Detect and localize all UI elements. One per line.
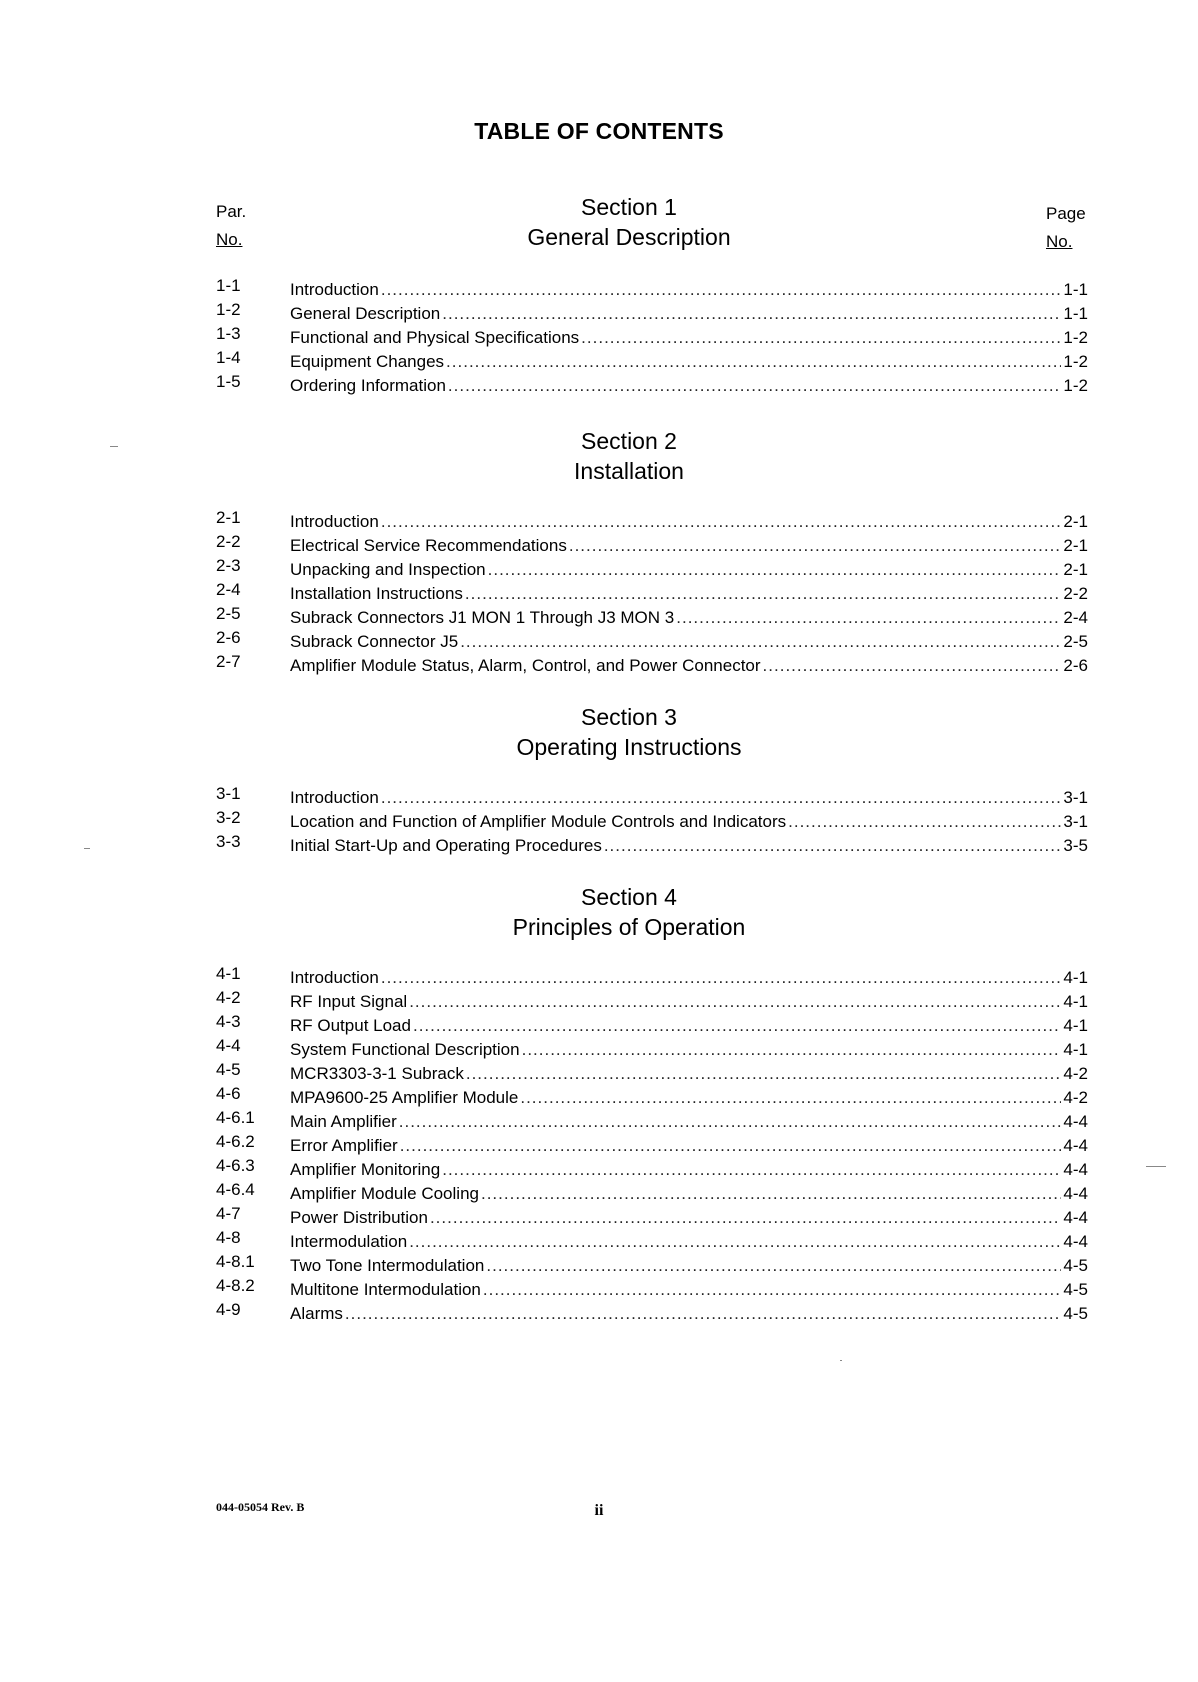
dot-leader bbox=[448, 374, 1062, 398]
entry-title: Initial Start-Up and Operating Procedures bbox=[290, 836, 602, 855]
toc-entry-line bbox=[290, 370, 1088, 398]
toc-entry bbox=[0, 1226, 1198, 1250]
dot-leader bbox=[604, 834, 1062, 858]
page-reference: 4-4 bbox=[1063, 1112, 1088, 1131]
entry-title: RF Output Load bbox=[290, 1016, 411, 1035]
entry-title: Main Amplifier bbox=[290, 1112, 397, 1131]
paragraph-number: 4-8 bbox=[216, 1228, 241, 1247]
entry-title: Ordering Information bbox=[290, 376, 446, 395]
entry-title: Subrack Connectors J1 MON 1 Through J3 MON 3 bbox=[290, 608, 675, 627]
paragraph-number: 4-6.2 bbox=[216, 1132, 255, 1151]
scan-speck bbox=[1146, 1166, 1166, 1167]
toc-entry-line bbox=[290, 1298, 1088, 1326]
page-reference: 2-1 bbox=[1063, 512, 1088, 531]
toc-entry bbox=[0, 1298, 1198, 1322]
toc-entry bbox=[0, 1082, 1198, 1106]
toc-entry bbox=[0, 602, 1198, 626]
page-reference: 2-6 bbox=[1063, 656, 1088, 675]
toc-entry bbox=[0, 1154, 1198, 1178]
toc-entry-list bbox=[0, 782, 1198, 854]
paragraph-number: 1-5 bbox=[216, 372, 241, 391]
entry-title: MCR3303-3-1 Subrack bbox=[290, 1064, 464, 1083]
paragraph-number: 2-3 bbox=[216, 556, 241, 575]
page-header-label: Page bbox=[1046, 204, 1086, 223]
page-reference: 3-1 bbox=[1063, 788, 1088, 807]
toc-entry bbox=[0, 782, 1198, 806]
page-title: TABLE OF CONTENTS bbox=[474, 118, 724, 144]
page-reference: 3-1 bbox=[1063, 812, 1088, 831]
toc-section bbox=[0, 426, 1198, 674]
section-heading: Section 4 bbox=[581, 884, 677, 910]
paragraph-number: 2-6 bbox=[216, 628, 241, 647]
document-number: 044-05054 Rev. B bbox=[216, 1500, 305, 1514]
toc-entry bbox=[0, 1130, 1198, 1154]
toc-entry bbox=[0, 1034, 1198, 1058]
page-reference: 4-5 bbox=[1063, 1280, 1088, 1299]
paragraph-number: 2-5 bbox=[216, 604, 241, 623]
entry-title: Alarms bbox=[290, 1304, 343, 1323]
page-reference: 4-1 bbox=[1063, 968, 1088, 987]
page-reference: 3-5 bbox=[1063, 836, 1088, 855]
toc-entry bbox=[0, 298, 1198, 322]
toc-entry bbox=[0, 346, 1198, 370]
paragraph-number: 4-7 bbox=[216, 1204, 241, 1223]
paragraph-number: 4-9 bbox=[216, 1300, 241, 1319]
page-reference: 2-4 bbox=[1063, 608, 1088, 627]
page-reference: 4-4 bbox=[1063, 1160, 1088, 1179]
section-heading: Section 1 bbox=[581, 194, 677, 220]
toc-entry bbox=[0, 530, 1198, 554]
paragraph-number: 3-3 bbox=[216, 832, 241, 851]
toc-entry-list bbox=[0, 506, 1198, 674]
entry-title: Introduction bbox=[290, 788, 379, 807]
toc-entry bbox=[0, 322, 1198, 346]
page-reference: 2-1 bbox=[1063, 560, 1088, 579]
paragraph-number: 1-1 bbox=[216, 276, 241, 295]
entry-title: Introduction bbox=[290, 512, 379, 531]
toc-entry bbox=[0, 650, 1198, 674]
toc-entry bbox=[0, 1010, 1198, 1034]
toc-entry bbox=[0, 1250, 1198, 1274]
section-subheading: General Description bbox=[527, 224, 731, 250]
page-reference: 1-1 bbox=[1063, 280, 1088, 299]
toc-entry-line bbox=[290, 830, 1088, 858]
paragraph-number: 2-2 bbox=[216, 532, 241, 551]
paragraph-number: 1-4 bbox=[216, 348, 241, 367]
toc-entry bbox=[0, 1058, 1198, 1082]
entry-title: Introduction bbox=[290, 968, 379, 987]
paragraph-number: 4-3 bbox=[216, 1012, 241, 1031]
entry-title: System Functional Description bbox=[290, 1040, 520, 1059]
entry-title: Introduction bbox=[290, 280, 379, 299]
toc-entry-line bbox=[290, 650, 1088, 678]
page-reference: 4-2 bbox=[1063, 1088, 1088, 1107]
toc-entry bbox=[0, 986, 1198, 1010]
toc-section bbox=[0, 192, 1198, 394]
paragraph-number: 4-6.3 bbox=[216, 1156, 255, 1175]
entry-title: Subrack Connector J5 bbox=[290, 632, 459, 651]
page-reference: 4-1 bbox=[1063, 992, 1088, 1011]
entry-title: Unpacking and Inspection bbox=[290, 560, 486, 579]
scan-speck bbox=[840, 1360, 842, 1361]
toc-section bbox=[0, 702, 1198, 854]
paragraph-number: 2-1 bbox=[216, 508, 241, 527]
page-reference: 4-4 bbox=[1063, 1232, 1088, 1251]
toc-entry-list bbox=[0, 274, 1198, 394]
page-reference: 2-1 bbox=[1063, 536, 1088, 555]
par-header-label: Par. bbox=[216, 202, 247, 221]
paragraph-number: 4-6.4 bbox=[216, 1180, 255, 1199]
page-no-header-label: No. bbox=[1046, 232, 1073, 251]
section-subheading: Installation bbox=[574, 458, 684, 484]
page-number: ii bbox=[594, 1502, 604, 1519]
section-subheading: Operating Instructions bbox=[516, 734, 742, 760]
page-reference: 4-4 bbox=[1063, 1208, 1088, 1227]
entry-title: Installation Instructions bbox=[290, 584, 463, 603]
paragraph-number: 3-1 bbox=[216, 784, 241, 803]
entry-title: General Description bbox=[290, 304, 441, 323]
paragraph-number: 4-1 bbox=[216, 964, 241, 983]
paragraph-number: 4-6.1 bbox=[216, 1108, 255, 1127]
scan-speck bbox=[110, 446, 118, 447]
paragraph-number: 4-2 bbox=[216, 988, 241, 1007]
entry-title: Amplifier Module Status, Alarm, Control, and Power Connector bbox=[290, 656, 761, 675]
toc-entry bbox=[0, 830, 1198, 854]
entry-title: RF Input Signal bbox=[290, 992, 408, 1011]
scan-speck bbox=[84, 848, 90, 849]
toc-entry bbox=[0, 554, 1198, 578]
page-reference: 1-2 bbox=[1063, 328, 1088, 347]
toc-entry bbox=[0, 274, 1198, 298]
toc-entry bbox=[0, 1274, 1198, 1298]
entry-title: Location and Function of Amplifier Module Controls and Indicators bbox=[290, 812, 787, 831]
page-reference: 4-1 bbox=[1063, 1016, 1088, 1035]
entry-title: Two Tone Intermodulation bbox=[290, 1256, 485, 1275]
toc-entry bbox=[0, 962, 1198, 986]
page-reference: 1-2 bbox=[1063, 352, 1088, 371]
page-reference: 2-2 bbox=[1063, 584, 1088, 603]
entry-title: MPA9600-25 Amplifier Module bbox=[290, 1088, 519, 1107]
page-reference: 4-5 bbox=[1063, 1304, 1088, 1323]
paragraph-number: 2-7 bbox=[216, 652, 241, 671]
section-subheading: Principles of Operation bbox=[512, 914, 746, 940]
paragraph-number: 1-2 bbox=[216, 300, 241, 319]
toc-entry bbox=[0, 626, 1198, 650]
paragraph-number: 2-4 bbox=[216, 580, 241, 599]
toc-entry bbox=[0, 506, 1198, 530]
entry-title: Functional and Physical Specifications bbox=[290, 328, 580, 347]
page-reference: 4-2 bbox=[1063, 1064, 1088, 1083]
section-heading: Section 2 bbox=[581, 428, 677, 454]
toc-section bbox=[0, 882, 1198, 1322]
paragraph-number: 4-5 bbox=[216, 1060, 241, 1079]
page-reference: 1-2 bbox=[1063, 376, 1088, 395]
page-reference: 4-4 bbox=[1063, 1184, 1088, 1203]
paragraph-number: 4-6 bbox=[216, 1084, 241, 1103]
page-reference: 2-5 bbox=[1063, 632, 1088, 651]
toc-entry bbox=[0, 578, 1198, 602]
entry-title: Equipment Changes bbox=[290, 352, 445, 371]
section-heading: Section 3 bbox=[581, 704, 677, 730]
entry-title: Error Amplifier bbox=[290, 1136, 398, 1155]
paragraph-number: 3-2 bbox=[216, 808, 241, 827]
page-reference: 1-1 bbox=[1063, 304, 1088, 323]
entry-title: Amplifier Monitoring bbox=[290, 1160, 441, 1179]
paragraph-number: 4-8.2 bbox=[216, 1276, 255, 1295]
toc-entry bbox=[0, 1106, 1198, 1130]
paragraph-number: 1-3 bbox=[216, 324, 241, 343]
toc-entry bbox=[0, 370, 1198, 394]
page-reference: 4-1 bbox=[1063, 1040, 1088, 1059]
paragraph-number: 4-4 bbox=[216, 1036, 241, 1055]
paragraph-number: 4-8.1 bbox=[216, 1252, 255, 1271]
entry-title: Power Distribution bbox=[290, 1208, 428, 1227]
toc-entry bbox=[0, 806, 1198, 830]
toc-entry bbox=[0, 1178, 1198, 1202]
entry-title: Amplifier Module Cooling bbox=[290, 1184, 479, 1203]
dot-leader bbox=[345, 1302, 1062, 1326]
par-no-header-label: No. bbox=[216, 230, 243, 249]
page-reference: 4-4 bbox=[1063, 1136, 1088, 1155]
dot-leader bbox=[763, 654, 1062, 678]
toc-entry bbox=[0, 1202, 1198, 1226]
entry-title: Intermodulation bbox=[290, 1232, 408, 1251]
entry-title: Multitone Intermodulation bbox=[290, 1280, 481, 1299]
toc-entry-list bbox=[0, 962, 1198, 1322]
page-reference: 4-5 bbox=[1063, 1256, 1088, 1275]
entry-title: Electrical Service Recommendations bbox=[290, 536, 567, 555]
